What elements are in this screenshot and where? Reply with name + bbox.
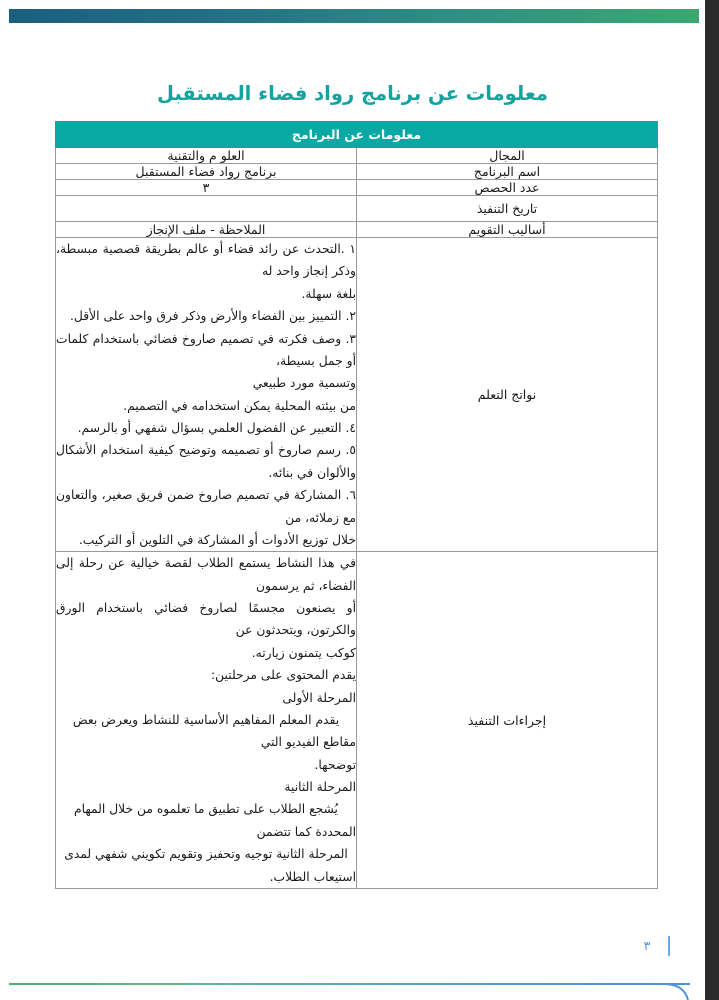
row-value-assessment-methods: الملاحظة - ملف الإنجاز [56,222,357,238]
procedure-line: أو يصنعون مجسمًا لصاروخ فضائي باستخدام الورق والكرتون، ويتحدثون عن [56,601,356,638]
row-label-learning-outcomes: نواتج التعلم [357,238,658,552]
table-row [56,164,658,180]
row-label-assessment-methods: أساليب التقويم [357,222,658,238]
row-value-execution-procedures [56,552,357,889]
table-row [56,180,658,196]
table-row [56,148,658,164]
outcome-line: ٣. وصف فكرته في تصميم صاروخ فضائي باستخدام كلمات أو جمل بسيطة، [56,331,356,368]
row-label-program-name: اسم البرنامج [357,164,658,180]
outcome-line: ٥. رسم صاروخ أو تصميمه وتوضيح كيفية استخدام الأشكال والألوان في بنائه. [56,443,356,480]
row-value-execution-date [56,196,357,222]
procedure-line: المرحلة الثانية [284,780,356,794]
row-label-execution-date: تاريخ التنفيذ [357,196,658,222]
row-label-execution-procedures: إجراءات التنفيذ [357,552,658,889]
procedure-line: المرحلة الثانية توجيه وتحفيز وتقويم تكويني شفهي لمدى استيعاب الطلاب. [64,847,356,884]
header-gradient-bar [9,9,699,23]
row-value-learning-outcomes [56,238,357,552]
procedure-line: يُشجع الطلاب على تطبيق ما تعلموه من خلال المهام المحددة كما تتضمن [74,802,356,839]
page-number-divider [668,936,670,956]
procedure-line: توضحها. [314,757,356,772]
table-row [56,196,658,222]
row-value-session-count: ٣ [56,180,357,196]
outcome-line: ١ .التحدث عن رائد فضاء أو عالم بطريقة قصصية مبسطة، وذكر إنجاز واحد له [56,242,356,279]
procedure-line: في هذا النشاط يستمع الطلاب لقصة خيالية عن رحلة إلى الفضاء، ثم يرسمون [56,556,356,593]
page-title: معلومات عن برنامج رواد فضاء المستقبل [157,82,548,105]
footer-gradient-rule [9,983,690,985]
outcome-line: بلغة سهلة. [301,286,356,301]
outcome-line: من بيئته المحلية يمكن استخدامه في التصميم. [123,398,356,413]
footer-corner-curve-icon [640,963,700,1000]
outcome-line: ٤. التعبير عن الفضول العلمي بسؤال شفهي أو بالرسم. [77,421,356,435]
table-header-row [56,122,658,148]
outcome-line: ٦. المشاركة في تصميم صاروخ ضمن فريق صغير، والتعاون مع زملائه، من [56,488,356,525]
row-value-program-name: برنامج رواد فضاء المستقبل [56,164,357,180]
row-value-field: العلو م والتقنية [56,148,357,164]
procedure-line: يقدم المعلم المفاهيم الأساسية للنشاط ويعرض بعض مقاطع الفيديو التي [72,712,356,750]
page-number: ٣ [643,938,651,953]
table-row-learning-outcomes [56,238,658,552]
program-information-table [55,121,658,889]
procedure-line: يقدم المحتوى على مرحلتين: [211,668,356,683]
outcome-line: خلال توزيع الأدوات أو المشاركة في التلوين أو التركيب. [78,532,356,547]
viewport-gutter [705,0,719,1000]
outcome-line: وتسمية مورد طبيعي [252,376,356,391]
row-label-session-count: عدد الحصص [357,180,658,196]
table-row-execution-procedures [56,552,658,889]
table-header-cell: معلومات عن البرنامج [56,122,658,148]
procedure-line: المرحلة الأولى [282,690,356,705]
procedure-line: كوكب يتمنون زيارته. [251,645,356,660]
table-row [56,222,658,238]
outcome-line: ٢. التمييز بين الفضاء والأرض وذكر فرق واحد على الأقل. [70,309,356,324]
row-label-field: المجال [357,148,658,164]
